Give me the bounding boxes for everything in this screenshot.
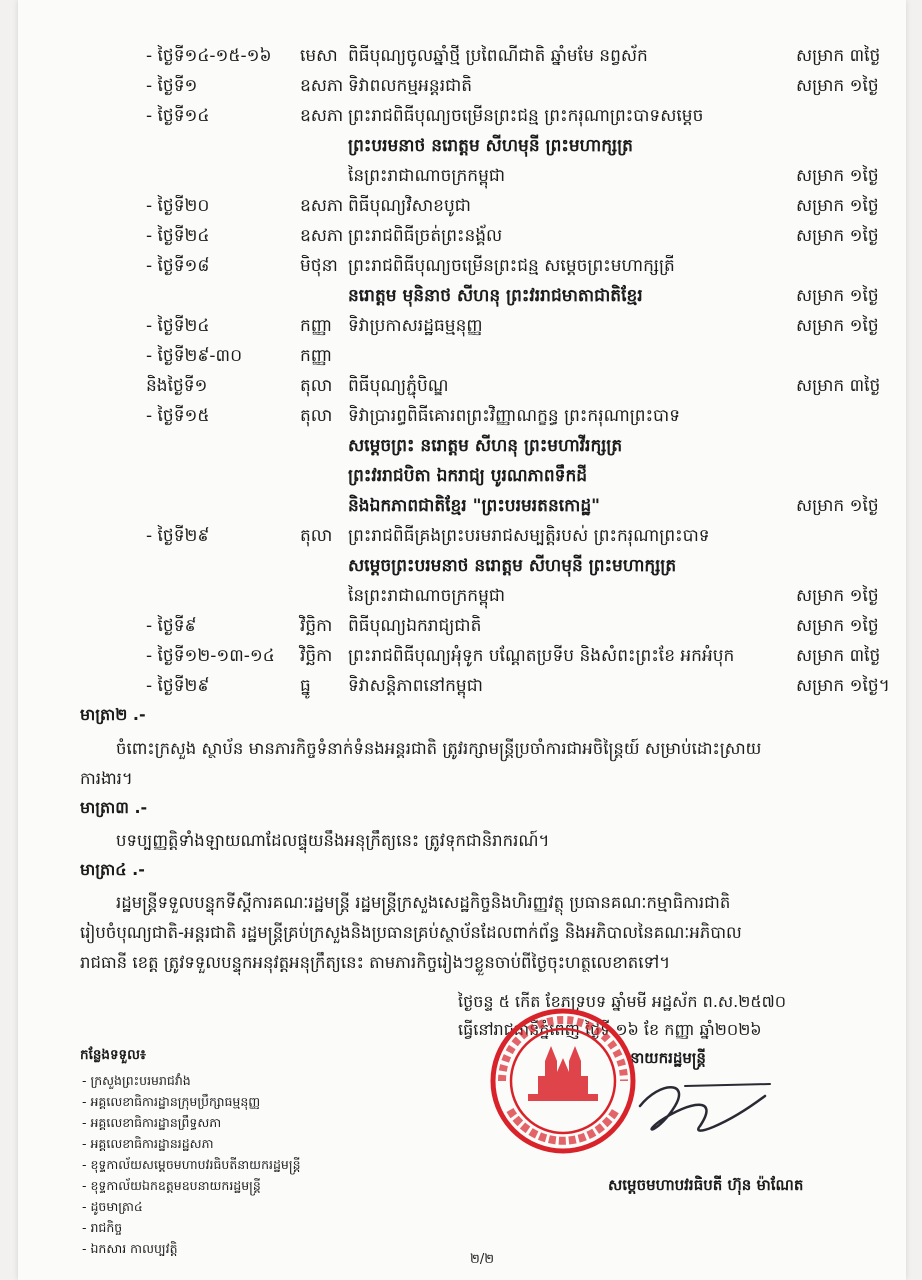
document-page [18, 0, 906, 1280]
signer-name: សម្តេចមហាបវរធិបតី ហ៊ុន ម៉ាណែត [608, 1176, 804, 1194]
holiday-month: ឧសភា [300, 106, 344, 126]
holiday-description: ព្រះរាជពិធីបុណ្យចម្រើនព្រះជន្ម ព្រះករុណាព្រះបាទសម្តេច [348, 106, 704, 126]
holiday-description: ទិវាពលកម្មអន្តរជាតិ [348, 76, 473, 96]
holiday-month: វិច្ឆិកា [300, 646, 333, 666]
holiday-duration: សម្រាក ១ថ្ងៃ [796, 616, 879, 636]
article-4-line-2: រៀបចំបុណ្យជាតិ-អន្តរជាតិ រដ្ឋមន្ត្រីគ្រប់ក្រសួងនិងប្រធានគ្រប់ស្ថាប័នដែលពាក់ព័ន្ធ និងអភិបាលនៃគណៈអភិបាល [80, 923, 742, 942]
holiday-description: ពិធីបុណ្យឯករាជ្យជាតិ [348, 616, 482, 636]
holiday-date: - ថ្ងៃទី១៤ [146, 106, 210, 126]
holiday-duration: សម្រាក ៣ថ្ងៃ [796, 646, 881, 666]
holiday-description: ទិវាប្រកាសរដ្ឋធម្មនុញ្ញ [348, 316, 483, 336]
article-4-title: មាត្រា៤ .- [80, 860, 145, 879]
holiday-duration: សម្រាក ១ថ្ងៃ [796, 196, 879, 216]
holiday-month: វិច្ឆិកា [300, 616, 333, 636]
holiday-description: ព្រះរាជពិធីច្រត់ព្រះនង្គ័ល [348, 226, 503, 246]
article-4-line-1: រដ្ឋមន្ត្រីទទួលបន្ទុកទីស្តីការគណៈរដ្ឋមន្ត្រី រដ្ឋមន្ត្រីក្រសួងសេដ្ឋកិច្ចនិងហិរញ្ញវត្ថុ ប្រធានគណៈកម្មាធិការជាតិ [116, 893, 731, 912]
holiday-date: - ថ្ងៃទី២៤ [146, 226, 210, 246]
holiday-date: - ថ្ងៃទី៩ [146, 616, 197, 636]
recipient-item: - ឯកសារ កាលប្បវត្តិ [82, 1241, 178, 1256]
recipient-item: - ក្រសួងព្រះបរមរាជវាំង [82, 1073, 191, 1088]
recipient-item: - អគ្គលេខាធិការដ្ឋានព្រឹទ្ធសភា [82, 1115, 222, 1130]
article-4-line-3: រាជធានី ខេត្ត ត្រូវទទួលបន្ទុកអនុវត្តអនុក្រឹត្យនេះ តាមភារកិច្ចរៀងៗខ្លួនចាប់ពីថ្ងៃចុះហត្ថលេខាតទៅ។ [80, 953, 671, 972]
holiday-date: និងថ្ងៃទី១ [146, 376, 208, 396]
holiday-duration: សម្រាក ១ថ្ងៃ [796, 286, 879, 306]
holiday-duration: សម្រាក ៣ថ្ងៃ [796, 46, 881, 66]
holiday-date: - ថ្ងៃទី២៩-៣០ [146, 346, 243, 366]
article-2-line-2: ការងារ។ [80, 769, 133, 788]
holiday-description: ព្រះវររាជបិតា ឯករាជ្យ បូរណភាពទឹកដី [348, 466, 588, 486]
holiday-date: - ថ្ងៃទី១២-១៣-១៤ [146, 646, 275, 666]
holiday-description: ពិធីបុណ្យចូលឆ្នាំថ្មី ប្រពៃណីជាតិ ឆ្នាំមមែ នព្វស័ក [348, 46, 648, 66]
holiday-description: ទិវាសន្តិភាពនៅកម្ពុជា [348, 676, 483, 696]
holiday-month: ឧសភា [300, 76, 344, 96]
holiday-month: តុលា [300, 376, 333, 396]
holiday-duration: សម្រាក ១ថ្ងៃ [796, 496, 879, 516]
holiday-month: កញ្ញា [300, 316, 333, 336]
holiday-month: មិថុនា [300, 256, 338, 276]
article-3-line-1: បទប្បញ្ញត្តិទាំងឡាយណាដែលផ្ទុយនឹងអនុក្រឹត្យនេះ ត្រូវទុកជានិរាករណ៍។ [116, 831, 550, 850]
holiday-duration: សម្រាក ១ថ្ងៃ។ [796, 676, 890, 696]
holiday-duration: សម្រាក ៣ថ្ងៃ [796, 376, 881, 396]
holiday-description: ព្រះបរមនាថ នរោត្តម សីហមុនី ព្រះមហាក្សត្រ [348, 136, 633, 156]
holiday-description: នៃព្រះរាជាណាចក្រកម្ពុជា [348, 166, 506, 186]
holiday-date: - ថ្ងៃទី១៥ [146, 406, 210, 426]
holiday-duration: សម្រាក ១ថ្ងៃ [796, 316, 879, 336]
holiday-description: នៃព្រះរាជាណាចក្រកម្ពុជា [348, 586, 506, 606]
holiday-description: សម្តេចព្រះ នរោត្តម សីហនុ ព្រះមហាវីរក្សត្រ [348, 436, 623, 456]
holiday-description: ព្រះរាជពិធីបុណ្យអុំទូក បណ្តែតប្រទីប និងសំពះព្រះខែ អកអំបុក [348, 646, 735, 666]
holiday-month: កញ្ញា [300, 346, 333, 366]
place-date: ធ្វើនៅរាជធានីភ្នំពេញ ថ្ងៃទី ១៦ ខែ កញ្ញា ឆ្នាំ២០២៦ [458, 1020, 762, 1039]
holiday-description: ពិធីបុណ្យភ្ជុំបិណ្ឌ [348, 376, 449, 396]
recipient-item: - អគ្គលេខាធិការដ្ឋានរដ្ឋសភា [82, 1136, 214, 1151]
holiday-description: ព្រះរាជពិធីបុណ្យចម្រើនព្រះជន្ម សម្តេចព្រះមហាក្សត្រី [348, 256, 675, 276]
holiday-duration: សម្រាក ១ថ្ងៃ [796, 76, 879, 96]
holiday-month: តុលា [300, 526, 333, 546]
holiday-description: ទិវាប្រារព្ធពិធីគោរពព្រះវិញ្ញាណក្ខន្ធ ព្រះករុណាព្រះបាទ [348, 406, 681, 426]
recipient-item: - រាជកិច្ច [82, 1220, 123, 1235]
recipient-item: - ដូចមាត្រា៤ [82, 1199, 143, 1214]
recipient-item: - ខុទ្ទកាល័យសម្តេចមហាបវរធិបតីនាយករដ្ឋមន្ត្រី [82, 1157, 301, 1172]
recipient-item: - ខុទ្ទកាល័យឯកឧត្តមឧបនាយករដ្ឋមន្ត្រី [82, 1178, 261, 1193]
recipients-title: កន្លែងទទួល៖ [80, 1047, 146, 1063]
holiday-month: ធ្នូ [300, 676, 311, 696]
page-number: ២/២ [470, 1252, 495, 1267]
holiday-description: ពិធីបុណ្យវិសាខបូជា [348, 196, 471, 216]
signer-role: នាយករដ្ឋមន្ត្រី [630, 1049, 706, 1067]
holiday-date: - ថ្ងៃទី១៨ [146, 256, 210, 276]
holiday-duration: សម្រាក ១ថ្ងៃ [796, 586, 879, 606]
article-3-title: មាត្រា៣ .- [80, 798, 148, 817]
holiday-date: - ថ្ងៃទី២០ [146, 196, 210, 216]
holiday-duration: សម្រាក ១ថ្ងៃ [796, 226, 879, 246]
holiday-date: - ថ្ងៃទី១ [146, 76, 198, 96]
holiday-date: - ថ្ងៃទី២៤ [146, 316, 210, 336]
holiday-month: តុលា [300, 406, 333, 426]
holiday-date: - ថ្ងៃទី២៩ [146, 526, 210, 546]
article-2-title: មាត្រា២ .- [80, 705, 146, 724]
holiday-month: មេសា [300, 46, 338, 66]
handwritten-signature-icon [630, 1076, 780, 1146]
holiday-description: ព្រះរាជពិធីគ្រងព្រះបរមរាជសម្បត្តិរបស់ ព្រះករុណាព្រះបាទ [348, 526, 710, 546]
holiday-description: និងឯកភាពជាតិខ្មែរ "ព្រះបរមរតនកោដ្ឋ" [348, 496, 600, 516]
recipient-item: - អគ្គលេខាធិការដ្ឋានក្រុមប្រឹក្សាធម្មនុញ្ញ [82, 1094, 261, 1109]
holiday-month: ឧសភា [300, 196, 344, 216]
article-2-line-1: ចំពោះក្រសួង ស្ថាប័ន មានភារកិច្ចទំនាក់ទំនងអន្តរជាតិ ត្រូវរក្សាមន្ត្រីប្រចាំការជាអចិន្ត្រៃយ៍ សម្រាប់ដោះស្រាយ [116, 739, 762, 758]
holiday-date: - ថ្ងៃទី១៤-១៥-១៦ [146, 46, 272, 66]
official-seal-icon [488, 1006, 638, 1156]
holiday-duration: សម្រាក ១ថ្ងៃ [796, 166, 879, 186]
holiday-description: នរោត្តម មុនិនាថ សីហនុ ព្រះវររាជមាតាជាតិខ្មែរ [348, 286, 643, 306]
holiday-description: សម្តេចព្រះបរមនាថ នរោត្តម សីហមុនី ព្រះមហាក្សត្រ [348, 556, 677, 576]
lunar-date: ថ្ងៃចន្ទ ៥ កើត ខែភទ្របទ ឆ្នាំមមី អដ្ឋស័ក ព.ស.២៥៧០ [458, 992, 787, 1011]
holiday-month: ឧសភា [300, 226, 344, 246]
holiday-date: - ថ្ងៃទី២៩ [146, 676, 210, 696]
